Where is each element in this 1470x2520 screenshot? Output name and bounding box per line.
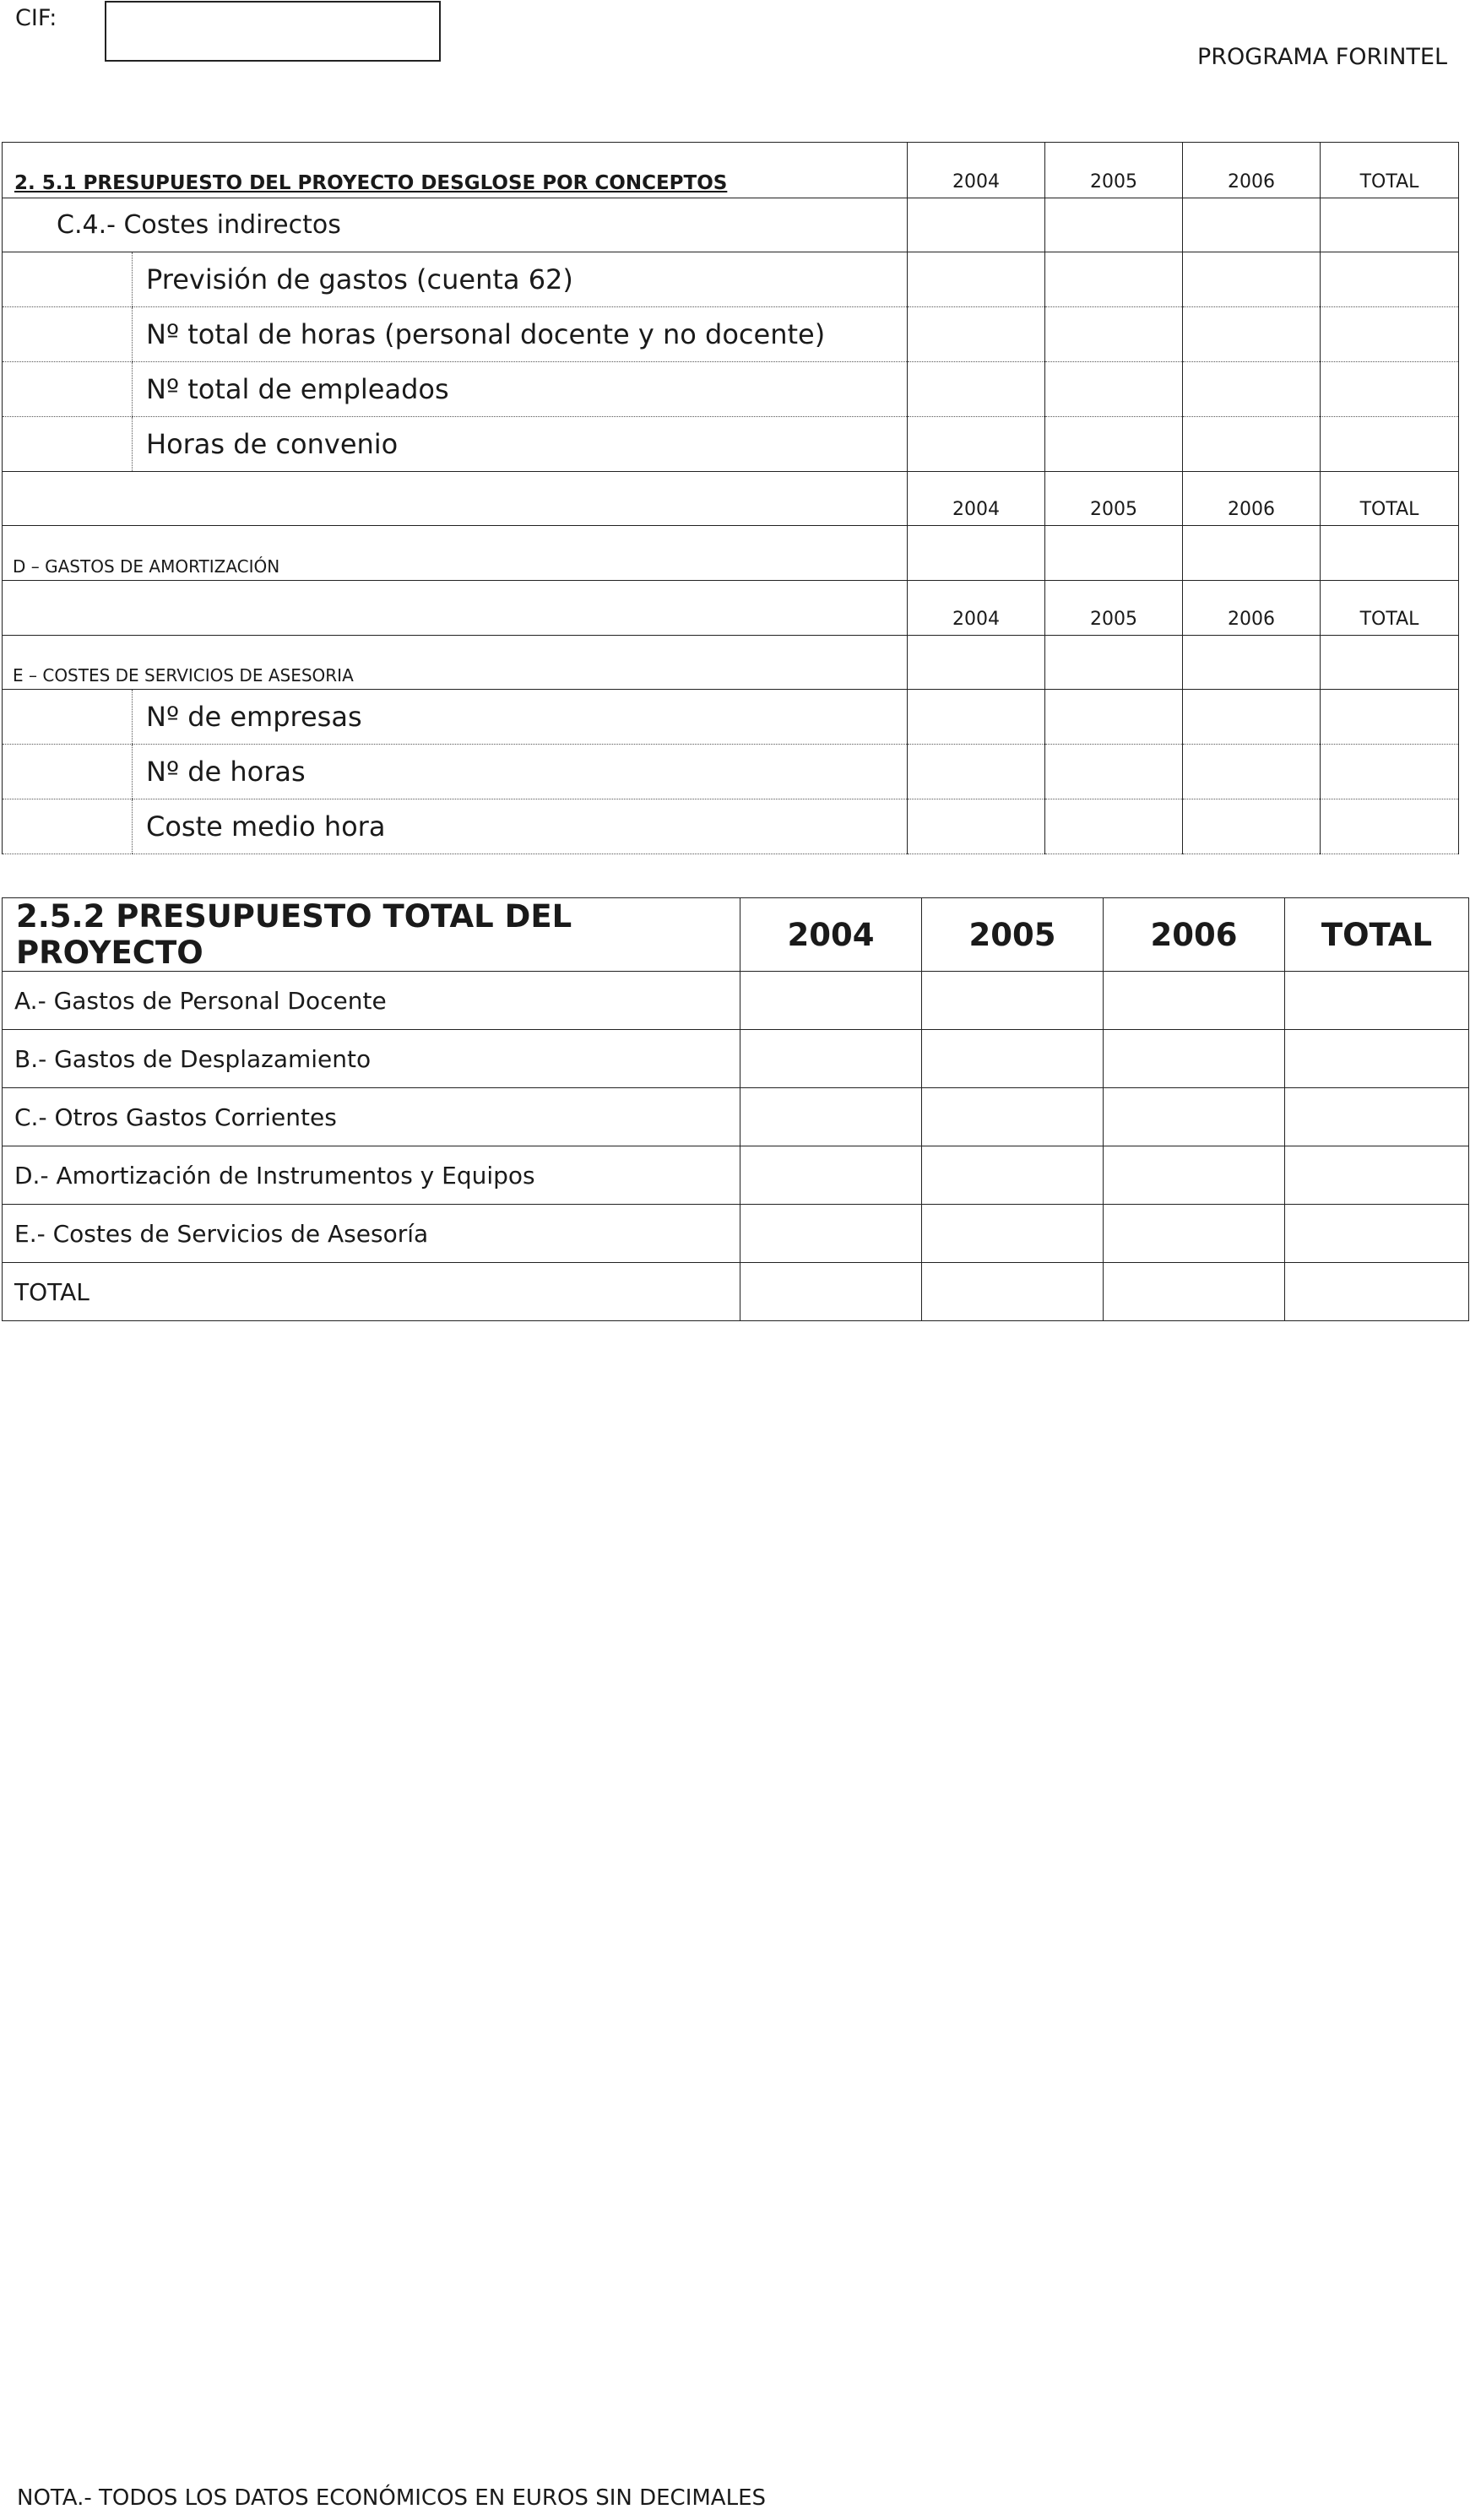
section-title: 2.5.2 PRESUPUESTO TOTAL DEL PROYECTO bbox=[3, 898, 740, 972]
value-cell[interactable] bbox=[1321, 799, 1459, 854]
table-header-row bbox=[3, 898, 1469, 972]
section-title: 2. 5.1 PRESUPUESTO DEL PROYECTO DESGLOSE POR CONCEPTOS bbox=[3, 143, 908, 198]
value-cell[interactable] bbox=[1183, 198, 1321, 252]
value-cell[interactable] bbox=[1183, 636, 1321, 690]
row-label: E.- Costes de Servicios de Asesoría bbox=[3, 1205, 740, 1263]
value-cell[interactable] bbox=[908, 307, 1045, 362]
year-header: 2005 bbox=[1045, 143, 1183, 198]
year-header: 2006 bbox=[1183, 581, 1321, 636]
footer-note: NOTA.- TODOS LOS DATOS ECONÓMICOS EN EUROS SIN DECIMALES bbox=[17, 2485, 766, 2511]
table-row bbox=[3, 417, 1459, 472]
row-label: Coste medio hora bbox=[133, 799, 908, 854]
category-label: C.4.- Costes indirectos bbox=[3, 198, 908, 252]
value-cell[interactable] bbox=[1104, 1088, 1285, 1146]
year-header: 2004 bbox=[908, 581, 1045, 636]
row-label: Nº total de empleados bbox=[133, 362, 908, 417]
value-cell[interactable] bbox=[1321, 745, 1459, 799]
value-cell[interactable] bbox=[1104, 1030, 1285, 1088]
row-label: Previsión de gastos (cuenta 62) bbox=[133, 252, 908, 307]
value-cell[interactable] bbox=[908, 636, 1045, 690]
value-cell[interactable] bbox=[1045, 636, 1183, 690]
value-cell[interactable] bbox=[908, 252, 1045, 307]
value-cell[interactable] bbox=[922, 1263, 1104, 1321]
value-cell[interactable] bbox=[1104, 1205, 1285, 1263]
table-row bbox=[3, 1088, 1469, 1146]
total-row bbox=[3, 1263, 1469, 1321]
value-cell[interactable] bbox=[1285, 1263, 1469, 1321]
value-cell[interactable] bbox=[1321, 690, 1459, 745]
value-cell[interactable] bbox=[1183, 252, 1321, 307]
value-cell[interactable] bbox=[1045, 252, 1183, 307]
value-cell[interactable] bbox=[740, 1088, 922, 1146]
value-cell[interactable] bbox=[1285, 1146, 1469, 1205]
value-cell[interactable] bbox=[908, 198, 1045, 252]
row-label: C.- Otros Gastos Corrientes bbox=[3, 1088, 740, 1146]
value-cell[interactable] bbox=[740, 1263, 922, 1321]
row-label: Nº total de horas (personal docente y no docente) bbox=[133, 307, 908, 362]
value-cell[interactable] bbox=[922, 1146, 1104, 1205]
value-cell[interactable] bbox=[1045, 362, 1183, 417]
category-row bbox=[3, 636, 1459, 690]
row-label: Nº de empresas bbox=[133, 690, 908, 745]
value-cell[interactable] bbox=[1104, 1146, 1285, 1205]
table-row bbox=[3, 745, 1459, 799]
value-cell[interactable] bbox=[1045, 799, 1183, 854]
value-cell[interactable] bbox=[1321, 362, 1459, 417]
year-header: 2006 bbox=[1104, 898, 1285, 972]
value-cell[interactable] bbox=[1183, 417, 1321, 472]
value-cell[interactable] bbox=[1045, 526, 1183, 581]
value-cell[interactable] bbox=[922, 972, 1104, 1030]
value-cell[interactable] bbox=[922, 1088, 1104, 1146]
value-cell[interactable] bbox=[908, 417, 1045, 472]
value-cell[interactable] bbox=[740, 972, 922, 1030]
value-cell[interactable] bbox=[1104, 972, 1285, 1030]
year-header-row bbox=[3, 472, 1459, 526]
table-row bbox=[3, 972, 1469, 1030]
year-header-row bbox=[3, 581, 1459, 636]
table-row bbox=[3, 1146, 1469, 1205]
budget-total-table bbox=[2, 897, 1469, 1321]
value-cell[interactable] bbox=[1321, 307, 1459, 362]
year-header: 2004 bbox=[740, 898, 922, 972]
row-label: TOTAL bbox=[3, 1263, 740, 1321]
value-cell[interactable] bbox=[1285, 1205, 1469, 1263]
value-cell[interactable] bbox=[1045, 198, 1183, 252]
table-header-row bbox=[3, 143, 1459, 198]
category-label: D – GASTOS DE AMORTIZACIÓN bbox=[3, 526, 908, 581]
year-header: 2006 bbox=[1183, 472, 1321, 526]
value-cell[interactable] bbox=[1045, 690, 1183, 745]
value-cell[interactable] bbox=[908, 745, 1045, 799]
value-cell[interactable] bbox=[1183, 745, 1321, 799]
value-cell[interactable] bbox=[1285, 1030, 1469, 1088]
row-label: Nº de horas bbox=[133, 745, 908, 799]
value-cell[interactable] bbox=[908, 526, 1045, 581]
value-cell[interactable] bbox=[1183, 799, 1321, 854]
table-row bbox=[3, 307, 1459, 362]
row-label: Horas de convenio bbox=[133, 417, 908, 472]
value-cell[interactable] bbox=[922, 1030, 1104, 1088]
value-cell[interactable] bbox=[1045, 417, 1183, 472]
category-row bbox=[3, 526, 1459, 581]
year-header: 2005 bbox=[922, 898, 1104, 972]
year-header: 2005 bbox=[1045, 581, 1183, 636]
value-cell[interactable] bbox=[1183, 307, 1321, 362]
table-row bbox=[3, 362, 1459, 417]
total-header: TOTAL bbox=[1321, 581, 1459, 636]
value-cell[interactable] bbox=[740, 1146, 922, 1205]
year-header: 2004 bbox=[908, 143, 1045, 198]
year-header: 2004 bbox=[908, 472, 1045, 526]
value-cell[interactable] bbox=[1321, 417, 1459, 472]
total-header: TOTAL bbox=[1321, 472, 1459, 526]
table-row bbox=[3, 1205, 1469, 1263]
value-cell[interactable] bbox=[1104, 1263, 1285, 1321]
value-cell[interactable] bbox=[922, 1205, 1104, 1263]
value-cell[interactable] bbox=[1321, 198, 1459, 252]
table-row bbox=[3, 799, 1459, 854]
value-cell[interactable] bbox=[1045, 307, 1183, 362]
value-cell[interactable] bbox=[1321, 526, 1459, 581]
value-cell[interactable] bbox=[908, 362, 1045, 417]
cif-input[interactable] bbox=[105, 1, 441, 62]
value-cell[interactable] bbox=[908, 690, 1045, 745]
value-cell[interactable] bbox=[1285, 1088, 1469, 1146]
value-cell[interactable] bbox=[1285, 972, 1469, 1030]
row-label: B.- Gastos de Desplazamiento bbox=[3, 1030, 740, 1088]
budget-breakdown-table bbox=[2, 142, 1459, 854]
program-name: PROGRAMA FORINTEL bbox=[1197, 44, 1447, 70]
value-cell[interactable] bbox=[740, 1205, 922, 1263]
value-cell[interactable] bbox=[1321, 252, 1459, 307]
value-cell[interactable] bbox=[1321, 636, 1459, 690]
value-cell[interactable] bbox=[908, 799, 1045, 854]
table-row bbox=[3, 252, 1459, 307]
value-cell[interactable] bbox=[1183, 526, 1321, 581]
value-cell[interactable] bbox=[1183, 362, 1321, 417]
category-row bbox=[3, 198, 1459, 252]
value-cell[interactable] bbox=[1183, 690, 1321, 745]
category-label: E – COSTES DE SERVICIOS DE ASESORIA bbox=[3, 636, 908, 690]
value-cell[interactable] bbox=[1045, 745, 1183, 799]
row-label: D.- Amortización de Instrumentos y Equipos bbox=[3, 1146, 740, 1205]
total-header: TOTAL bbox=[1285, 898, 1469, 972]
year-header: 2006 bbox=[1183, 143, 1321, 198]
table-row bbox=[3, 1030, 1469, 1088]
cif-label: CIF: bbox=[15, 5, 57, 31]
row-label: A.- Gastos de Personal Docente bbox=[3, 972, 740, 1030]
year-header: 2005 bbox=[1045, 472, 1183, 526]
total-header: TOTAL bbox=[1321, 143, 1459, 198]
table-row bbox=[3, 690, 1459, 745]
value-cell[interactable] bbox=[740, 1030, 922, 1088]
